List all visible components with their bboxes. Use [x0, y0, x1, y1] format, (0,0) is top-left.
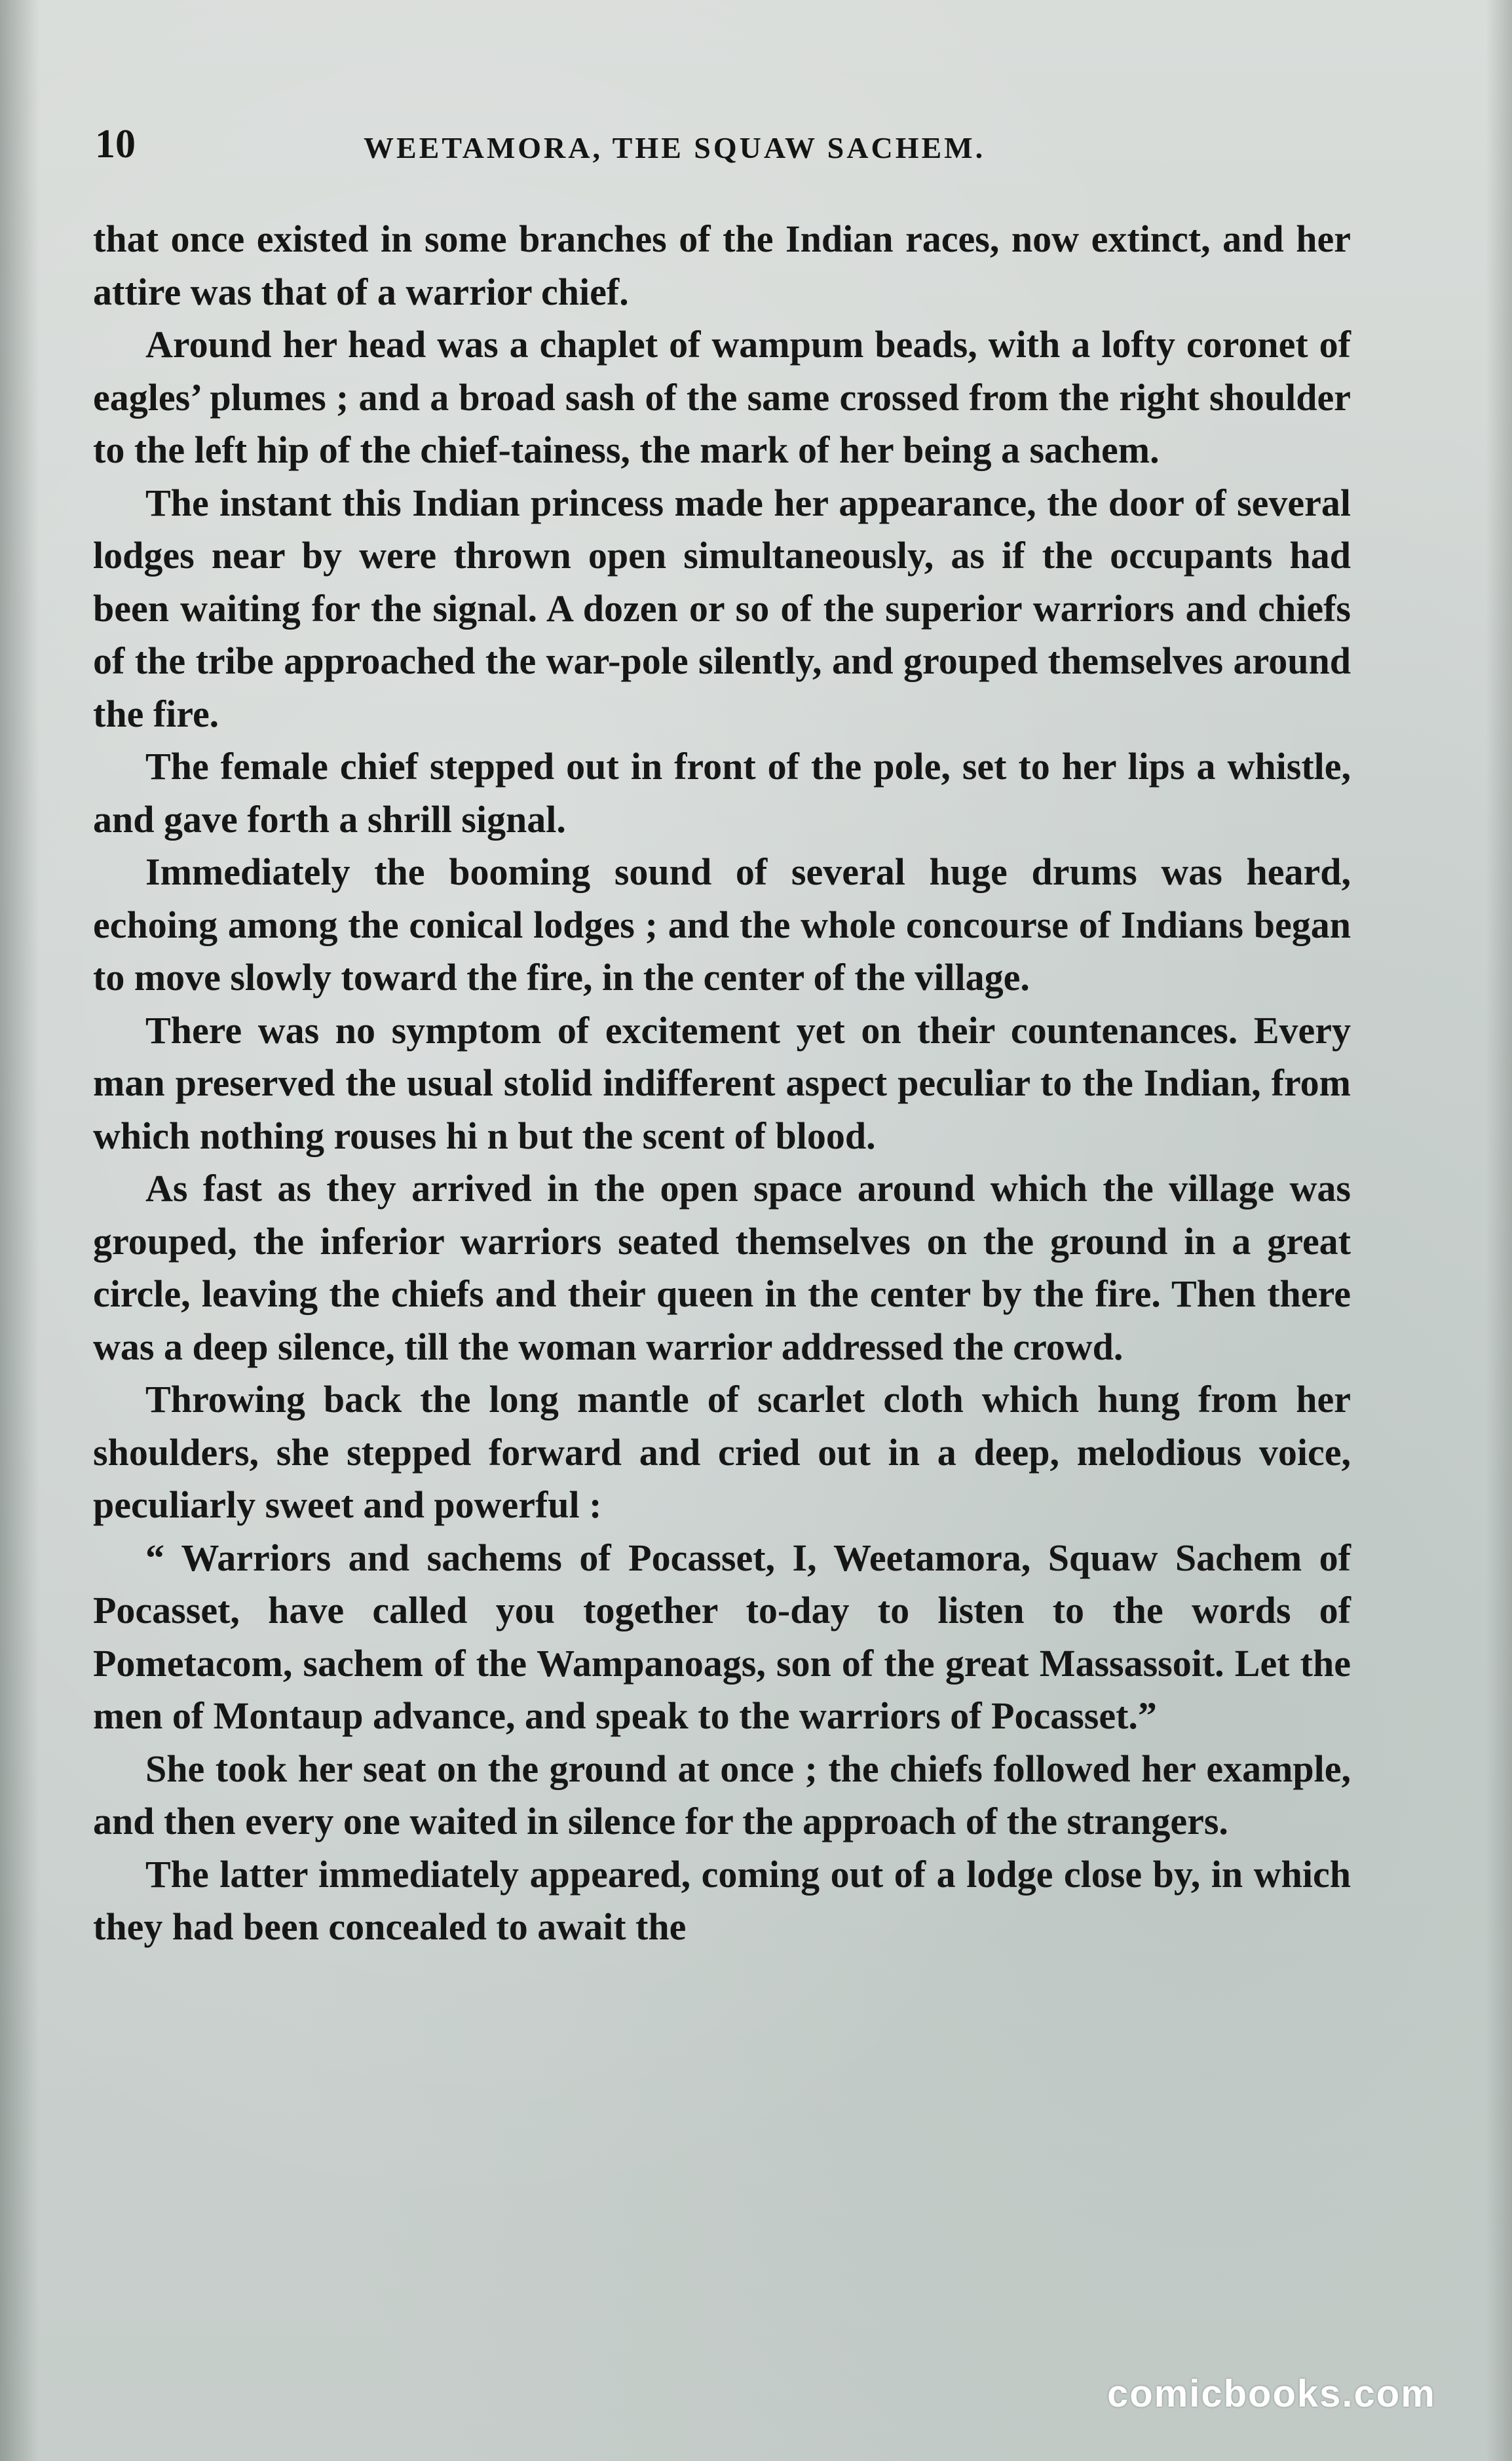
paragraph: She took her seat on the ground at once ; the chiefs followed her example, and then every one waited in silence for the approach of the strangers. — [93, 1747, 1351, 1842]
paragraph: that once existed in some branches of the Indian races, now extinct, and her attire was that of a warrior chief. — [93, 218, 1351, 313]
paragraph: The latter immediately appeared, coming out of a lodge close by, in which they had been concealed to await the — [93, 1852, 1351, 1948]
watermark: comicbooks.com — [1107, 2373, 1436, 2415]
page-number: 10 — [95, 122, 136, 166]
paragraph: “ Warriors and sachems of Pocasset, I, Weetamora, Squaw Sachem of Pocasset, have called you together to-day to listen to the words of Pometacom, sachem of the Wampanoags, son of the great Massassoit. Let the men of Montaup advance, and speak to the warriors of Pocasset.” — [93, 1536, 1351, 1737]
paragraph: The instant this Indian princess made her appearance, the door of several lodges near by were thrown open simultaneously, as if the occupants had been waiting for the signal. A dozen or so of the superior warriors and chiefs of the tribe approached the war-pole silently, and grouped themselves around the fire. — [93, 481, 1351, 735]
paragraph: Immediately the booming sound of several huge drums was heard, echoing among the conical lodges ; and the whole concourse of Indians began to move slowly toward the fire, in the center of the village. — [93, 850, 1351, 999]
paragraph: Throwing back the long mantle of scarlet cloth which hung from her shoulders, she stepped forward and cried out in a deep, melodious voice, peculiarly sweet and powerful : — [93, 1378, 1351, 1526]
paragraph: As fast as they arrived in the open space around which the village was grouped, the inferior warriors seated themselves on the ground in a great circle, leaving the chiefs and their queen in the center by the fire. Then there was a deep silence, till the woman warrior addressed the crowd. — [93, 1167, 1351, 1368]
page-header — [95, 121, 1353, 174]
paragraph: The female chief stepped out in front of the pole, set to her lips a whistle, and gave forth a shrill signal. — [93, 745, 1351, 841]
paragraph: Around her head was a chaplet of wampum beads, with a lofty coronet of eagles’ plumes ; and a broad sash of the same crossed from the right shoulder to the left hip of the chief-tainess, the mark of her being a sachem. — [93, 323, 1351, 471]
running-head: WEETAMORA, THE SQUAW SACHEM. — [364, 131, 986, 164]
body-text — [93, 213, 1351, 1954]
paragraph: There was no symptom of excitement yet on their countenances. Every man preserved the usual stolid indifferent aspect peculiar to the Indian, from which nothing rouses hi n but the scent of blood. — [93, 1008, 1351, 1157]
